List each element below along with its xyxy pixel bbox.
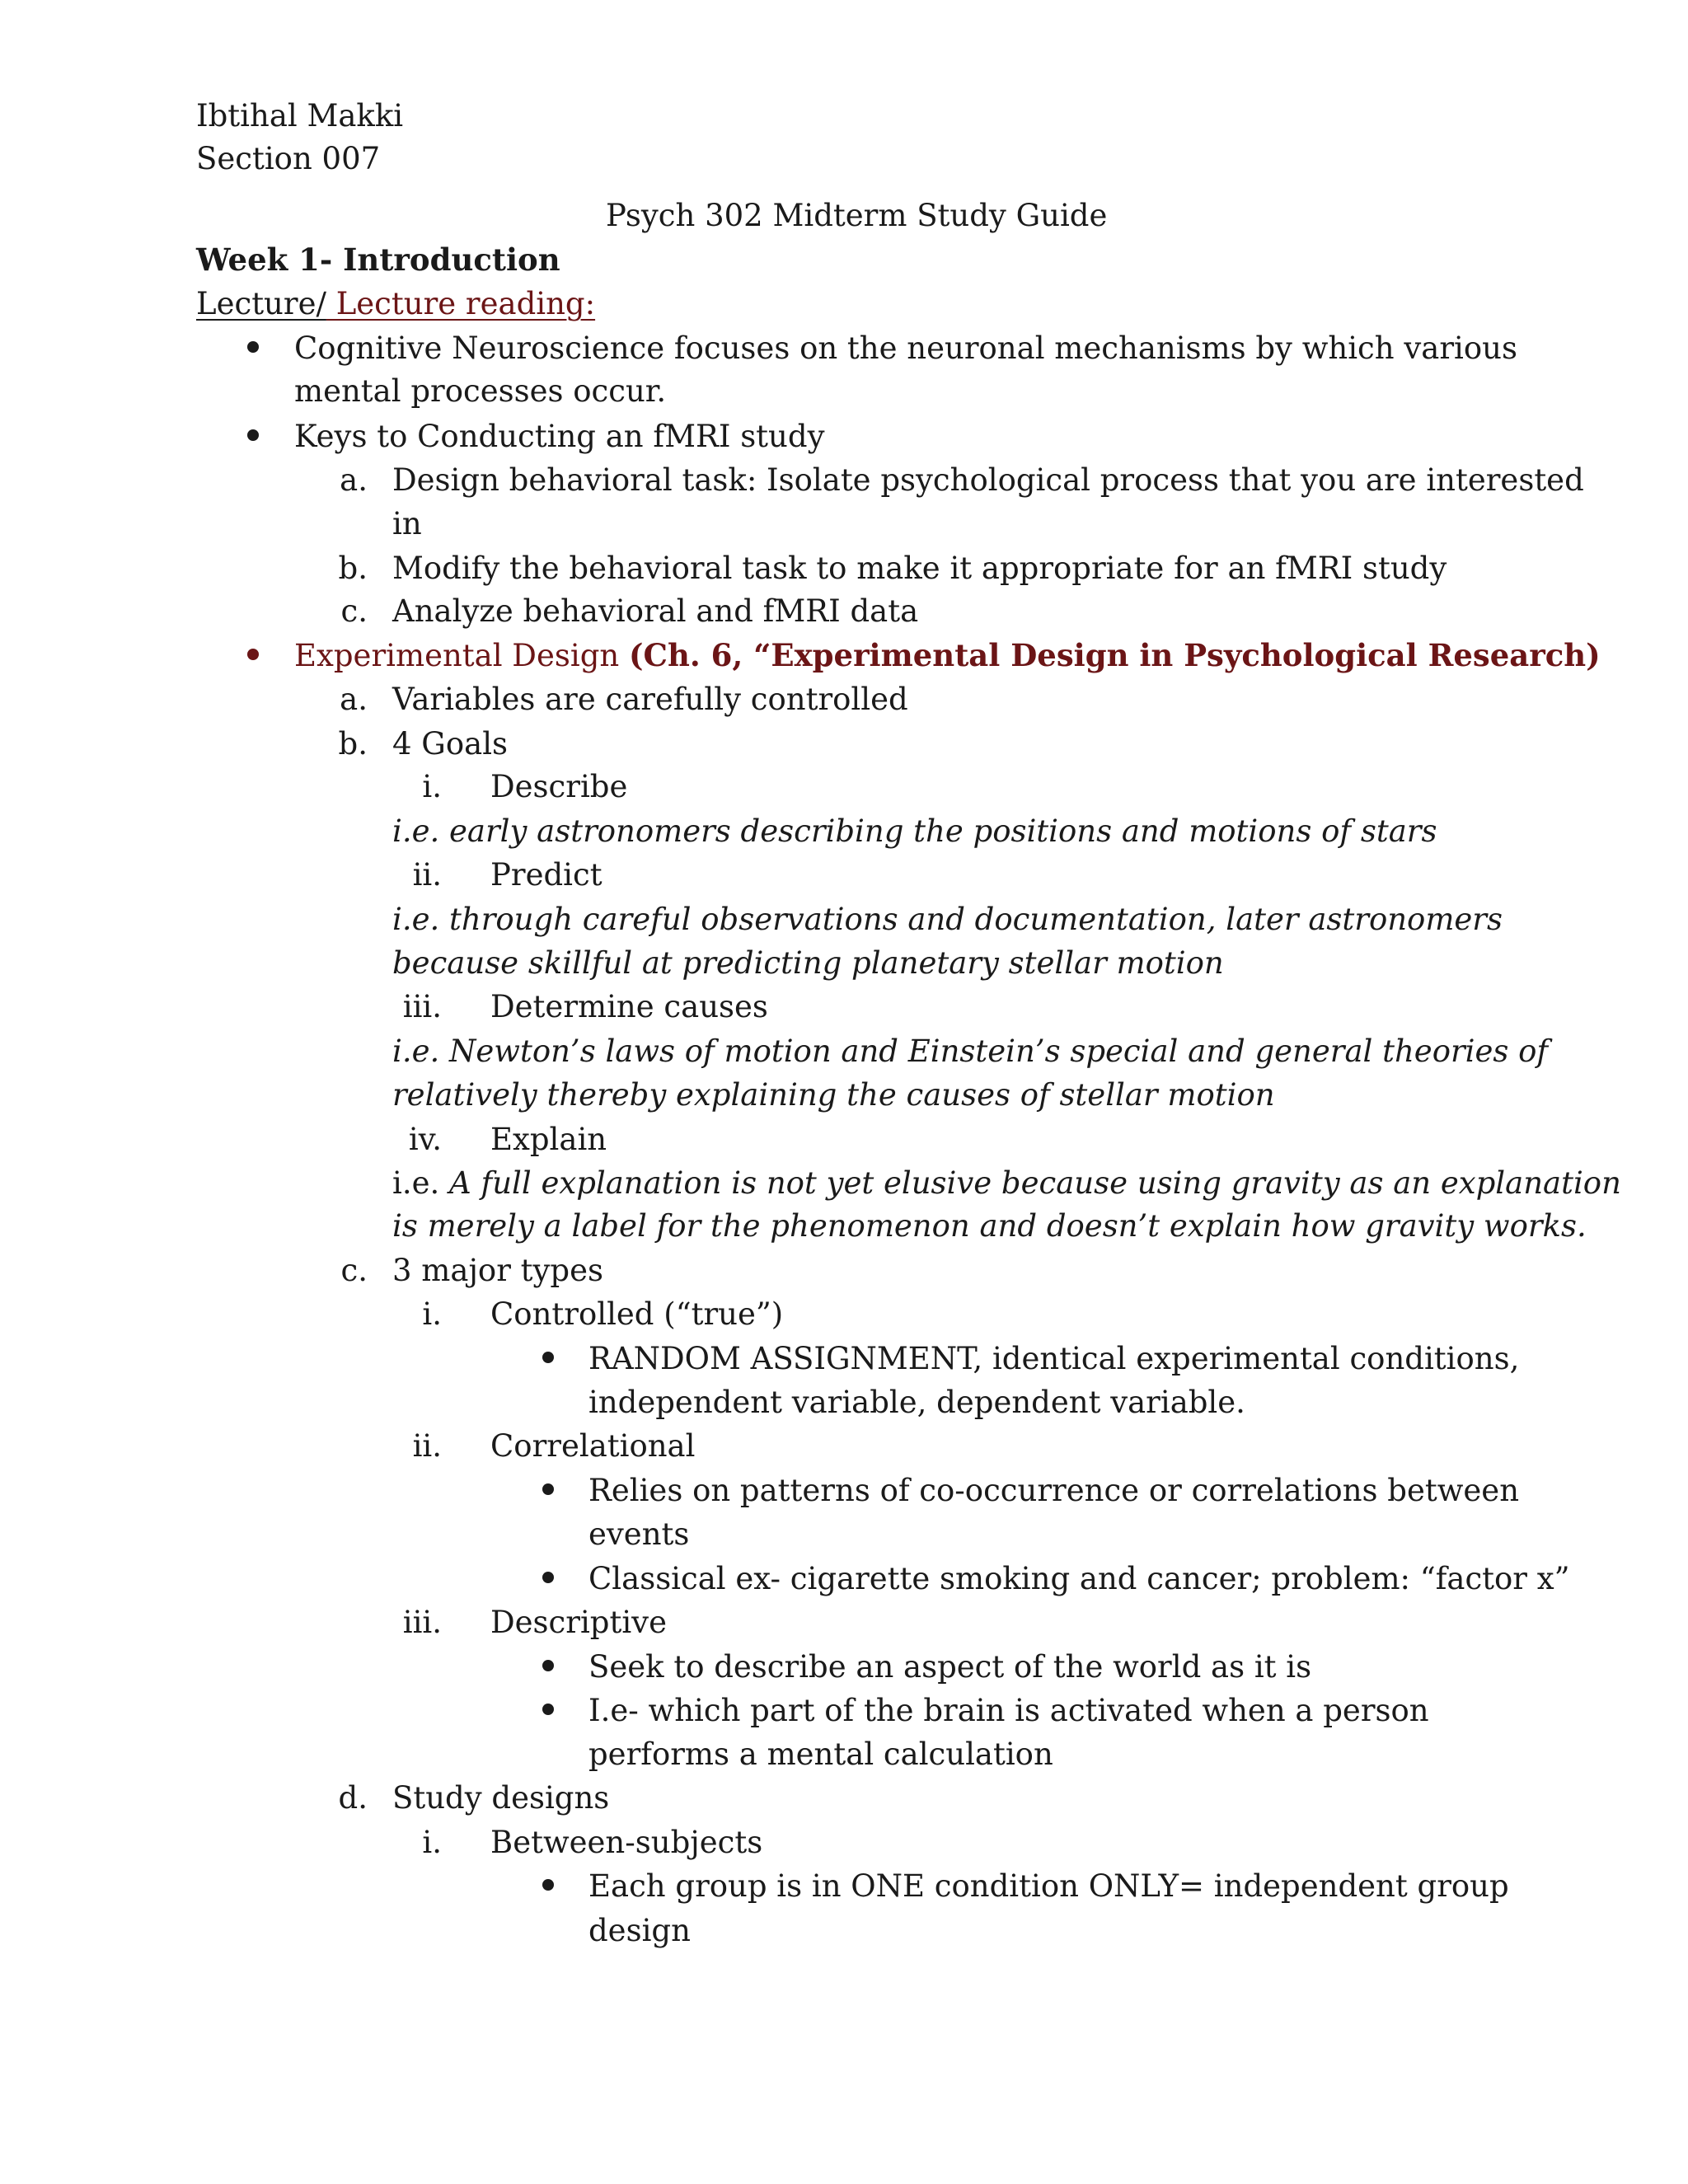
bullet-text: mental processes occur.	[294, 373, 667, 409]
bullet-text: Cognitive Neuroscience focuses on the neuronal mechanisms by which various	[294, 330, 1517, 366]
chapter-reference: (Ch. 6, “Experimental Design in Psychological Research)	[628, 637, 1601, 673]
bullet-dot	[542, 1352, 554, 1363]
design-bullet-text: design	[588, 1913, 691, 1948]
goal-example	[392, 1165, 1621, 1201]
type-bullet-text: events	[588, 1516, 690, 1552]
roman-marker: i.	[422, 769, 442, 804]
roman-marker: iv.	[408, 1122, 442, 1157]
experimental-design-heading	[294, 637, 1601, 673]
bullet-dot	[247, 429, 259, 441]
list-marker: b.	[338, 551, 368, 586]
design-bullet-text: Each group is in ONE condition ONLY= independent group	[588, 1868, 1509, 1904]
goal-example: i.e. Newton’s laws of motion and Einstein’s special and general theories of	[392, 1033, 1549, 1069]
list-marker: a.	[340, 682, 368, 717]
type-bullet-text: I.e- which part of the brain is activated when a person	[588, 1693, 1429, 1728]
list-item-text: Study designs	[392, 1780, 610, 1816]
bullet-dot	[542, 1483, 554, 1495]
list-marker: d.	[338, 1780, 368, 1816]
list-marker: c.	[340, 593, 368, 629]
bullet-dot	[542, 1879, 554, 1891]
goal-example-text: A full explanation is not yet elusive because using gravity as an explanation	[449, 1165, 1621, 1201]
list-item-text: Variables are carefully controlled	[392, 682, 908, 717]
bullet-dot	[542, 1660, 554, 1671]
goal-text: Predict	[490, 857, 603, 893]
type-bullet-text: Classical ex- cigarette smoking and cancer; problem: “factor x”	[588, 1561, 1570, 1596]
bullet-dot	[247, 649, 259, 660]
goal-example: i.e. through careful observations and documentation, later astronomers	[392, 902, 1503, 937]
roman-marker: iii.	[402, 989, 442, 1024]
type-text: Descriptive	[490, 1605, 667, 1640]
roman-marker: ii.	[412, 857, 442, 893]
week-heading: Week 1- Introduction	[196, 241, 560, 278]
goal-example: is merely a label for the phenomenon and doesn’t explain how gravity works.	[392, 1208, 1587, 1244]
list-item-text: Design behavioral task: Isolate psychological process that you are interested	[392, 462, 1584, 498]
goal-text: Explain	[490, 1122, 607, 1157]
roman-marker: i.	[422, 1825, 442, 1860]
list-item-text: 4 Goals	[392, 726, 509, 762]
list-marker: b.	[338, 726, 368, 762]
type-bullet-text: Seek to describe an aspect of the world as it is	[588, 1649, 1312, 1685]
roman-marker: iii.	[402, 1605, 442, 1640]
roman-marker: ii.	[412, 1428, 442, 1464]
goal-text: Describe	[490, 769, 628, 804]
list-item-text: in	[392, 506, 422, 541]
list-marker: a.	[340, 462, 368, 498]
goal-example: relatively thereby explaining the causes of stellar motion	[392, 1077, 1275, 1113]
bullet-dot	[542, 1704, 554, 1715]
experimental-design-label: Experimental Design	[294, 638, 620, 673]
list-item-text: Modify the behavioral task to make it appropriate for an fMRI study	[392, 551, 1447, 586]
lecture-heading	[196, 288, 595, 319]
goal-example: because skillful at predicting planetary stellar motion	[392, 945, 1224, 981]
type-text: Controlled (“true”)	[490, 1296, 784, 1332]
author-name: Ibtihal Makki	[196, 98, 404, 134]
type-bullet-text: RANDOM ASSIGNMENT, identical experimental conditions,	[588, 1341, 1520, 1376]
list-item-text: 3 major types	[392, 1253, 603, 1288]
goal-text: Determine causes	[490, 989, 768, 1024]
lecture-reading-label: Lecture reading:	[326, 286, 596, 321]
list-marker: c.	[340, 1253, 368, 1288]
type-bullet-text: Relies on patterns of co-occurrence or correlations between	[588, 1473, 1520, 1508]
bullet-dot	[247, 341, 259, 353]
section-number: Section 007	[196, 141, 381, 176]
goal-example: i.e. early astronomers describing the positions and motions of stars	[392, 813, 1437, 849]
bullet-dot	[542, 1572, 554, 1583]
bullet-text: Keys to Conducting an fMRI study	[294, 419, 825, 454]
list-item-text: Analyze behavioral and fMRI data	[392, 593, 919, 629]
type-bullet-text: independent variable, dependent variable.	[588, 1385, 1245, 1420]
roman-marker: i.	[422, 1296, 442, 1332]
goal-example-prefix: i.e.	[392, 1165, 450, 1201]
lecture-label: Lecture/	[196, 286, 326, 321]
type-text: Correlational	[490, 1428, 696, 1464]
design-text: Between-subjects	[490, 1825, 763, 1860]
type-bullet-text: performs a mental calculation	[588, 1736, 1053, 1772]
document-title: Psych 302 Midterm Study Guide	[606, 198, 1108, 233]
